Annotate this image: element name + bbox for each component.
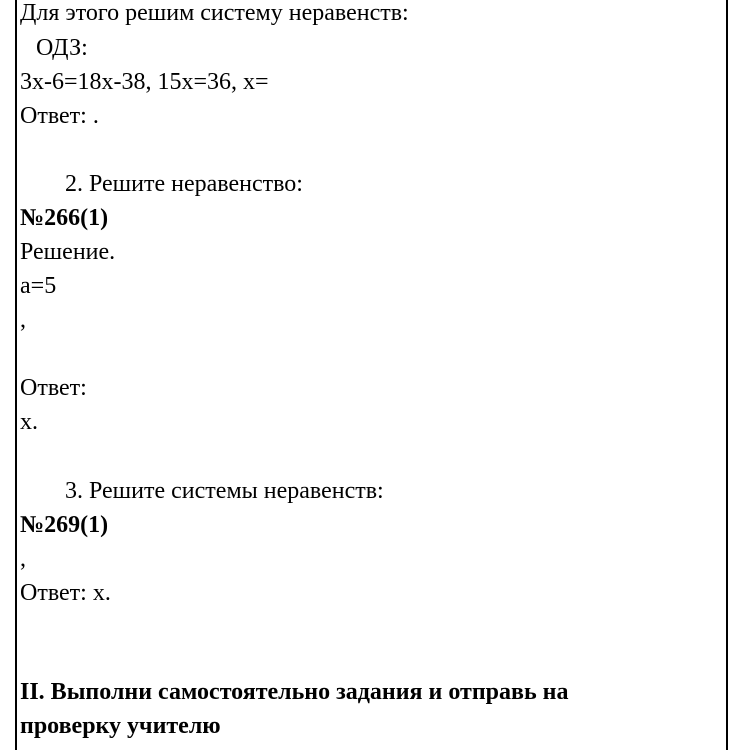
comma-line-1: , [20,307,26,333]
comma-line-2: , [20,546,26,572]
task-2-heading: 2. Решите неравенство: [65,171,303,197]
odz-label: ОДЗ: [36,35,88,61]
task-266-number: №266(1) [20,205,109,231]
answer-line-3: Ответ: х. [20,580,111,606]
a-value-line: а=5 [20,273,57,299]
section-ii-heading-line-2: проверку учителю [20,713,221,739]
answer-label-2: Ответ: [20,375,87,401]
table-left-border [15,0,17,750]
solution-label: Решение. [20,239,116,265]
task-3-heading: 3. Решите системы неравенств: [65,478,384,504]
equation-line: 3х-6=18х-38, 15х=36, х= [20,69,269,95]
answer-line-1: Ответ: . [20,103,99,129]
table-column-divider [726,0,728,750]
task-269-number: №269(1) [20,512,109,538]
answer-value-2: х. [20,409,38,435]
intro-line: Для этого решим систему неравенств: [20,0,409,26]
section-ii-heading-line-1: II. Выполни самостоятельно задания и отправь на [20,679,569,705]
